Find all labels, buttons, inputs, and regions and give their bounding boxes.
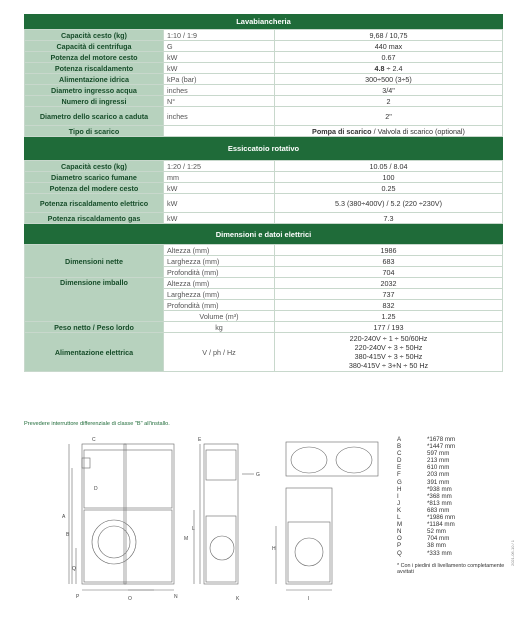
dim-label: M (184, 536, 189, 542)
row-unit: kW (164, 213, 275, 224)
legend-key: I (397, 492, 399, 500)
row-label: Potenza del motore cesto (25, 52, 164, 63)
legend-row (397, 514, 509, 521)
legend-value: *1678 mm (427, 436, 456, 443)
dim-label: D (94, 486, 98, 492)
technical-drawing (24, 430, 384, 605)
legend-row (397, 464, 509, 471)
row-value: 1986 (275, 245, 503, 256)
table-row (25, 183, 503, 194)
row-label: Capacità cesto (kg) (25, 161, 164, 172)
legend-key: C (397, 450, 402, 458)
legend-key: M (397, 521, 403, 529)
legend-row (397, 535, 509, 542)
row-value (275, 126, 503, 137)
top-views (286, 442, 378, 476)
table-row (25, 245, 503, 256)
table-row (25, 74, 503, 85)
row-unit (164, 126, 275, 137)
legend-row (397, 542, 509, 549)
row-unit: 1:20 / 1:25 (164, 161, 275, 172)
legend-row (397, 450, 509, 457)
row-value: 737 (275, 289, 503, 300)
row-value: 1.25 (275, 311, 503, 322)
legend-row (397, 507, 509, 514)
row-value (275, 63, 503, 74)
row-label: Peso netto / Peso lordo (25, 322, 164, 333)
legend-key: N (397, 528, 402, 536)
dims-table (24, 244, 503, 372)
row-unit: V / ph / Hz (164, 333, 275, 372)
row-unit: mm (164, 172, 275, 183)
dim-label: C (92, 437, 96, 443)
row-label: Diametro dello scarico a caduta (25, 107, 164, 126)
legend-key: O (397, 535, 402, 543)
legend-key: H (397, 485, 402, 493)
row-label: Dimensione imballo (25, 278, 164, 322)
dim-label: P (76, 594, 80, 600)
row-value: 0.67 (275, 52, 503, 63)
row-value: 10.05 / 8.04 (275, 161, 503, 172)
legend-row (397, 436, 509, 443)
legend-row (397, 521, 509, 528)
legend-key: B (397, 443, 402, 451)
row-unit: Altezza (mm) (164, 278, 275, 289)
table-row (25, 96, 503, 107)
legend-value: 683 mm (427, 506, 450, 514)
legend-row (397, 471, 509, 478)
row-unit: kW (164, 183, 275, 194)
table-row (25, 213, 503, 224)
legend-value: *1184 mm (427, 521, 455, 529)
row-unit: G (164, 41, 275, 52)
legend-value: 52 mm (427, 528, 446, 536)
row-value: 832 (275, 300, 503, 311)
row-unit: inches (164, 85, 275, 96)
dim-label: E (198, 437, 202, 443)
row-value (275, 333, 503, 372)
legend-value: 597 mm (427, 450, 450, 458)
legend-value: 213 mm (427, 457, 450, 465)
row-label: Alimentazione idrica (25, 74, 164, 85)
section-washer-title: Lavabiancheria (24, 14, 503, 29)
legend-value: 38 mm (427, 542, 446, 550)
side-code: 2021-06-10 / 1 (510, 540, 515, 567)
legend-key: F (397, 471, 401, 479)
section-dims-title: Dimensioni e datoi elettrici (24, 224, 503, 244)
row-unit: kPa (bar) (164, 74, 275, 85)
table-row (25, 161, 503, 172)
row-value: 100 (275, 172, 503, 183)
installation-footnote: Prevedere interruttore differenziale di classe "B" all'installo. (24, 421, 170, 427)
row-label: Tipo di scarico (25, 126, 164, 137)
row-unit: Profondità (mm) (164, 300, 275, 311)
row-unit: N° (164, 96, 275, 107)
row-unit: kg (164, 322, 275, 333)
table-row (25, 322, 503, 333)
legend-value: *813 mm (427, 499, 452, 507)
row-label: Potenza riscaldamento elettrico (25, 194, 164, 213)
legend-key: A (397, 436, 402, 443)
row-value: 2" (275, 107, 503, 126)
legend-key: Q (397, 549, 402, 557)
dim-label: N (174, 594, 178, 600)
row-value: 2032 (275, 278, 503, 289)
section-dryer-title: Essiccatoio rotativo (24, 137, 503, 160)
rear-view (276, 488, 332, 590)
legend-value: *333 mm (427, 549, 452, 557)
table-row (25, 194, 503, 213)
spec-sheet (24, 14, 503, 372)
row-value: 9,68 / 10,75 (275, 30, 503, 41)
row-value: 683 (275, 256, 503, 267)
table-row (25, 41, 503, 52)
legend-value: *368 mm (427, 492, 452, 500)
value-bold: Pompa di scarico (312, 126, 372, 136)
legend-row (397, 486, 509, 493)
legend-value: 203 mm (427, 471, 450, 479)
row-label: Alimentazione elettrica (25, 333, 164, 372)
legend-value: 704 mm (427, 535, 450, 543)
legend-row (397, 550, 509, 557)
row-value: 7.3 (275, 213, 503, 224)
dim-label: I (308, 596, 310, 602)
dim-label: L (192, 526, 195, 532)
row-value: 0.25 (275, 183, 503, 194)
row-label: Potenza del modere cesto (25, 183, 164, 194)
row-value: 177 / 193 (275, 322, 503, 333)
row-label: Potenza riscaldamento gas (25, 213, 164, 224)
table-row (25, 85, 503, 96)
row-value: 440 max (275, 41, 503, 52)
dim-label: G (256, 472, 260, 478)
legend-value: 391 mm (427, 478, 450, 486)
legend-value: *938 mm (427, 485, 452, 493)
power-line: 220-240V ÷ 1 ÷ 50/60Hz (349, 334, 428, 343)
row-label: Numero di ingressi (25, 96, 164, 107)
dim-label: A (62, 514, 66, 520)
row-value: 300÷500 (3÷5) (275, 74, 503, 85)
legend-row (397, 443, 509, 450)
row-unit: Altezza (mm) (164, 245, 275, 256)
value-rest: ÷ 2.4 (384, 63, 403, 73)
legend-row (397, 479, 509, 486)
legend-row (397, 528, 509, 535)
legend-key: L (397, 514, 401, 522)
row-unit: Larghezza (mm) (164, 256, 275, 267)
dim-label: B (66, 532, 70, 538)
row-unit: kW (164, 63, 275, 74)
power-line: 380-415V ÷ 3+N ÷ 50 Hz (348, 361, 429, 370)
table-row (25, 63, 503, 74)
table-row (25, 107, 503, 126)
row-unit: 1:10 / 1:9 (164, 30, 275, 41)
table-row (25, 126, 503, 137)
power-line: 220-240V ÷ 3 ÷ 50Hz (354, 343, 423, 352)
row-unit: kW (164, 52, 275, 63)
row-label: Potenza riscaldamento (25, 63, 164, 74)
washer-table (24, 29, 503, 137)
row-value: 5.3 (380÷400V) / 5.2 (220 ÷230V) (275, 194, 503, 213)
front-view (69, 444, 174, 590)
legend-key: J (397, 499, 401, 507)
side-view (194, 444, 254, 584)
row-label: Capacità cesto (kg) (25, 30, 164, 41)
table-row (25, 30, 503, 41)
row-unit: kW (164, 194, 275, 213)
value-rest: / Valvola di scarico (optional) (371, 126, 465, 136)
power-line: 380-415V ÷ 3 ÷ 50Hz (354, 352, 423, 361)
legend-note: * Con i piedini di livellamento completamente avvitati (397, 562, 505, 575)
table-row (25, 333, 503, 372)
row-value: 3/4" (275, 85, 503, 96)
dim-label: Q (72, 566, 76, 572)
dim-label: O (128, 596, 132, 602)
row-unit: Profondità (mm) (164, 267, 275, 278)
dryer-table (24, 160, 503, 224)
legend-row (397, 500, 509, 507)
legend-key: D (397, 457, 402, 465)
row-value: 704 (275, 267, 503, 278)
row-unit: Volume (m³) (164, 311, 275, 322)
row-unit: inches (164, 107, 275, 126)
legend-row (397, 493, 509, 500)
dimension-legend (397, 436, 509, 575)
row-label: Diametro ingresso acqua (25, 85, 164, 96)
table-row (25, 172, 503, 183)
row-label: Dimensioni nette (25, 245, 164, 278)
legend-key: G (397, 478, 402, 486)
row-label: Capacità di centrifuga (25, 41, 164, 52)
row-unit: Larghezza (mm) (164, 289, 275, 300)
row-label: Diametro scarico fumane (25, 172, 164, 183)
legend-value: *1447 mm (427, 443, 456, 451)
legend-value: *1986 mm (427, 514, 456, 522)
table-row (25, 52, 503, 63)
value-bold: 4.8 (374, 63, 385, 73)
legend-value: 610 mm (427, 464, 450, 472)
row-value: 2 (275, 96, 503, 107)
legend-key: E (397, 464, 402, 472)
legend-key: K (397, 506, 402, 514)
legend-row (397, 457, 509, 464)
dim-label: K (236, 596, 240, 602)
legend-key: P (397, 542, 402, 550)
table-row (25, 278, 503, 289)
dim-label: H (272, 546, 276, 552)
